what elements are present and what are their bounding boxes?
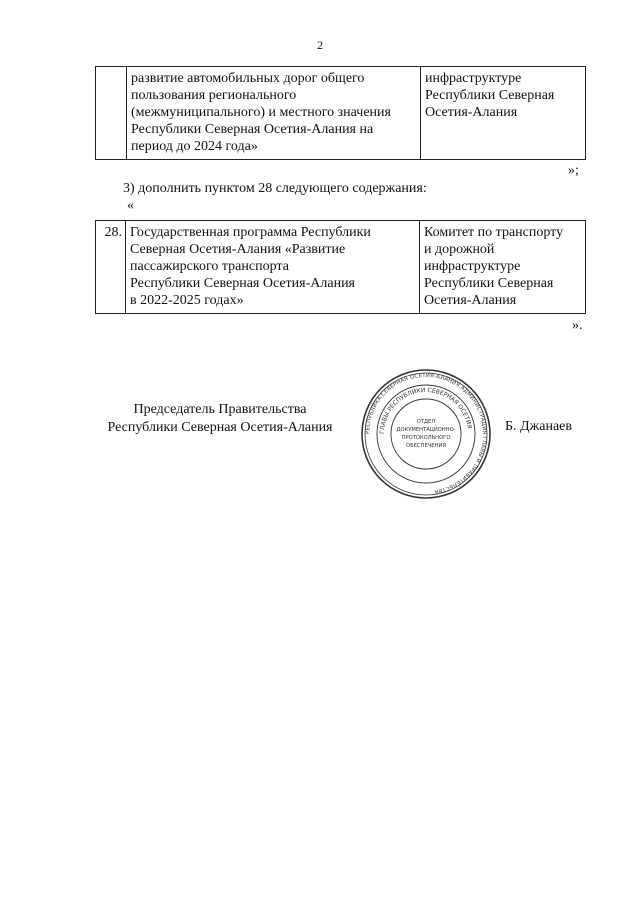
cell-line: развитие автомобильных дорог общего — [131, 71, 365, 86]
table-cell-responsible — [420, 221, 586, 314]
cell-line: Комитет по транспорту — [424, 225, 564, 240]
table-cell-number: 28. — [96, 221, 126, 314]
stamp-center-line: ОТДЕЛ — [416, 419, 436, 425]
stamp-inner-text: ГЛАВЫ РЕСПУБЛИКИ СЕВЕРНАЯ ОСЕТИЯ — [378, 386, 473, 435]
cell-line: и дорожной — [424, 242, 495, 257]
table-cell-program — [127, 67, 421, 160]
table-cell-responsible — [421, 67, 586, 160]
paragraph-item-3: 3) дополнить пунктом 28 следующего содержания: — [123, 181, 427, 196]
cell-line: период до 2024 года» — [131, 139, 258, 154]
stamp-center-line: ДОКУМЕНТАЦИОННО- — [396, 427, 456, 433]
cell-line: Республики Северная — [425, 88, 555, 103]
signatory-name: Б. Джанаев — [505, 419, 573, 434]
cell-line: Государственная программа Республики — [130, 225, 371, 240]
stamp-center-line: ПРОТОКОЛЬНОГО — [401, 435, 451, 441]
cell-line: инфраструктуре — [424, 259, 521, 274]
cell-line: Осетия-Алания — [424, 293, 517, 308]
official-stamp — [360, 368, 492, 500]
closing-quote: »; — [568, 163, 579, 178]
stamp-outer-text: РЕСПУБЛИКА СЕВЕРНАЯ ОСЕТИЯ-АЛАНИЯ АДМИНИСТРАЦИЯ ГЛАВЫ И ПРАВИТЕЛЬСТВА — [364, 372, 488, 495]
opening-quote: « — [127, 198, 134, 213]
closing-quote: ». — [572, 318, 583, 333]
table-continued — [95, 66, 586, 160]
cell-line: пользования регионального — [131, 88, 297, 103]
cell-line: Республики Северная Осетия-Алания на — [131, 122, 374, 137]
cell-line: инфраструктуре — [425, 71, 522, 86]
page-number: 2 — [317, 38, 323, 52]
cell-line: Республики Северная — [424, 276, 554, 291]
table-item-28 — [95, 220, 586, 314]
signatory-title-line: Председатель Правительства — [133, 402, 307, 417]
cell-line: Осетия-Алания — [425, 105, 518, 120]
table-row — [96, 67, 586, 160]
signatory-title-line: Республики Северная Осетия-Алания — [107, 420, 333, 435]
cell-line: в 2022-2025 годах» — [130, 293, 244, 308]
cell-line: пассажирского транспорта — [130, 259, 289, 274]
table-cell-program — [126, 221, 420, 314]
table-cell-number — [96, 67, 127, 160]
table-row — [96, 221, 586, 314]
signatory-title — [100, 401, 340, 437]
cell-line: (межмуниципального) и местного значения — [131, 105, 391, 120]
cell-line: Республики Северная Осетия-Алания — [130, 276, 355, 291]
cell-line: Северная Осетия-Алания «Развитие — [130, 242, 346, 257]
stamp-center-line: ОБЕСПЕЧЕНИЯ — [406, 443, 446, 449]
